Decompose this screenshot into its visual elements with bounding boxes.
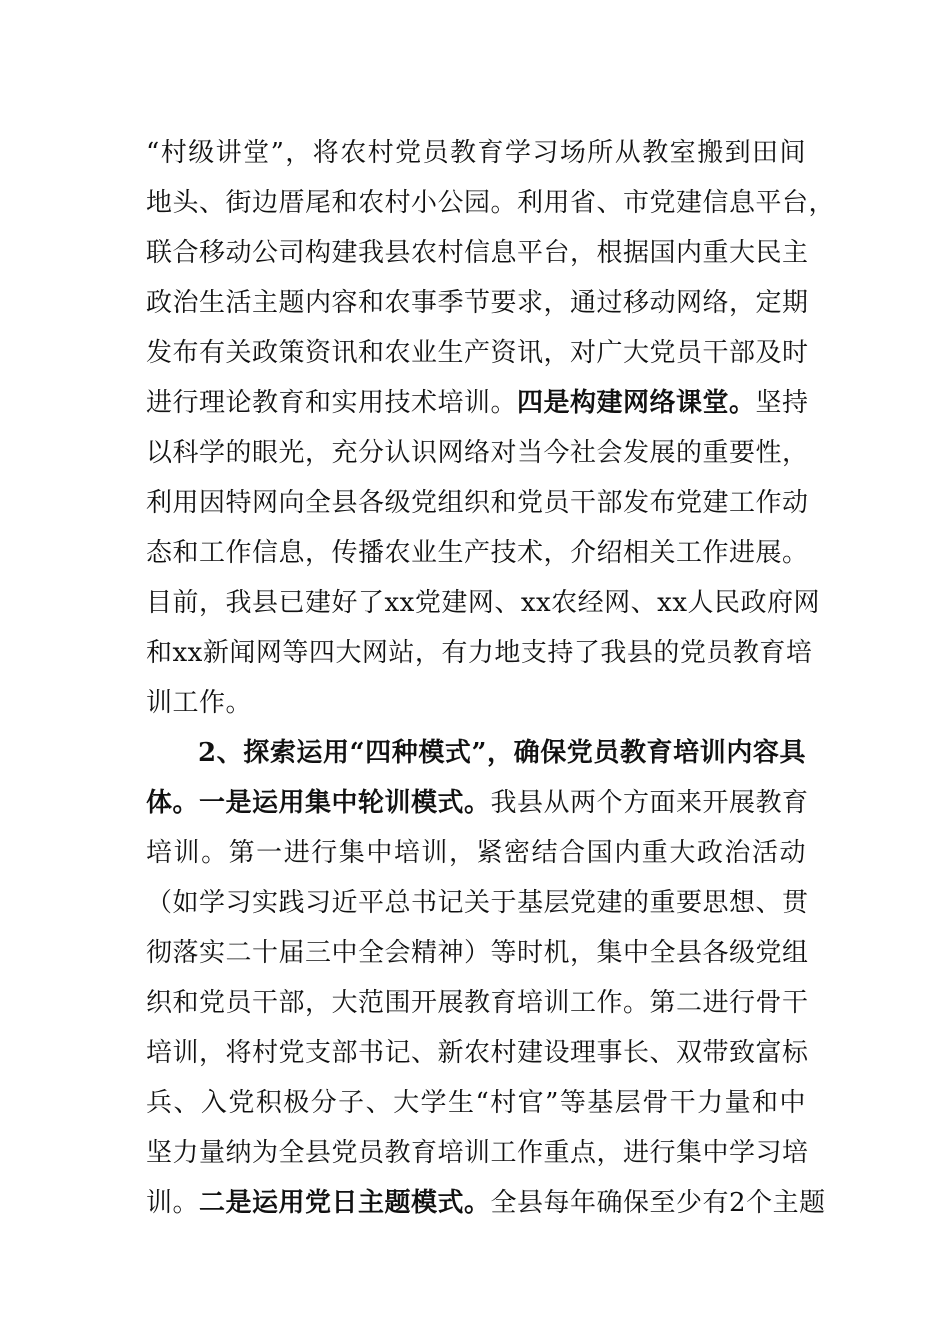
paragraph-1-line-10: 目前，我县已建好了xx党建网、xx农经网、xx人民政府网: [146, 588, 820, 618]
paragraph-2-line-5: 彻落实二十届三中全会精神）等时机，集中全县各级党组: [146, 938, 809, 968]
paragraph-2-line-8: 兵、入党积极分子、大学生“村官”等基层骨干力量和中: [146, 1088, 806, 1118]
heading-centralized-training: 体。一是运用集中轮训模式。: [146, 788, 491, 818]
section-2-heading: 2、探索运用“四种模式”，确保党员教育培训内容具: [198, 738, 806, 768]
paragraph-1-line-7: 以科学的眼光，充分认识网络对当今社会发展的重要性，: [146, 438, 809, 468]
heading-build-online-classroom: 四是构建网络课堂。: [517, 388, 756, 418]
paragraph-1-line-9: 态和工作信息，传播农业生产技术，介绍相关工作进展。: [146, 538, 809, 568]
paragraph-1-line-12: 训工作。: [146, 688, 253, 718]
paragraph-1-line-5: 发布有关政策资讯和农业生产资讯，对广大党员干部及时: [146, 338, 809, 368]
line-2-tail: 我县从两个方面来开展教育: [490, 788, 809, 818]
paragraph-2-line-2: [146, 778, 809, 828]
paragraph-1-line-8: 利用因特网向全县各级党组织和党员干部发布党建工作动: [146, 488, 809, 518]
paragraph-1-line-6: [146, 378, 809, 428]
paragraph-2-line-9: 坚力量纳为全县党员教育培训工作重点，进行集中学习培: [146, 1138, 809, 1168]
heading-party-day-theme: 二是运用党日主题模式。: [199, 1188, 491, 1218]
paragraph-2-line-3: 培训。第一进行集中培训，紧密结合国内重大政治活动: [146, 838, 806, 868]
paragraph-1-line-4: 政治生活主题内容和农事季节要求，通过移动网络，定期: [146, 288, 809, 318]
paragraph-1-line-2: 地头、街边厝尾和农村小公园。利用省、市党建信息平台，: [146, 188, 836, 218]
paragraph-1-line-3: 联合移动公司构建我县农村信息平台，根据国内重大民主: [146, 238, 809, 268]
paragraph-2-line-7: 培训，将村党支部书记、新农村建设理事长、双带致富标: [146, 1038, 809, 1068]
line-10-text: 训。: [146, 1188, 200, 1218]
paragraph-2-line-10: [146, 1178, 826, 1228]
line-6-tail: 坚持: [755, 388, 809, 418]
paragraph-2-line-6: 织和党员干部，大范围开展教育培训工作。第二进行骨干: [146, 988, 809, 1018]
document-body: [146, 128, 836, 1228]
line-6-text: 进行理论教育和实用技术培训。: [146, 388, 518, 418]
paragraph-1-line-11: 和xx新闻网等四大网站，有力地支持了我县的党员教育培: [146, 638, 813, 668]
paragraph-2-line-4: （如学习实践习近平总书记关于基层党建的重要思想、贯: [146, 888, 809, 918]
line-10-tail: 全县每年确保至少有2个主题: [490, 1188, 826, 1218]
paragraph-1-line-1: “村级讲堂”，将农村党员教育学习场所从教室搬到田间: [146, 138, 806, 168]
